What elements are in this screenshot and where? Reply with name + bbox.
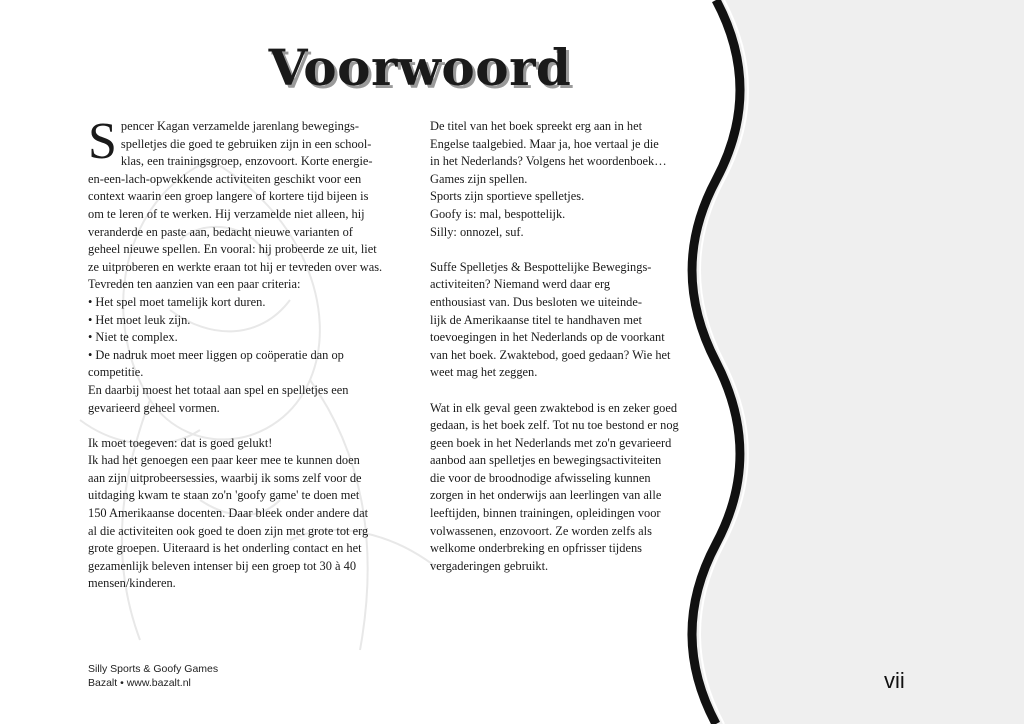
footer-publisher: Bazalt • www.bazalt.nl — [88, 677, 191, 689]
title-paragraph: De titel van het boek spreekt erg aan in het Engelse taalgebied. Maar ja, hoe vertaal je die in het Nederlands? Volgens het woordenboek… Games zijn spellen. Sports zijn sportieve spelletjes. Goofy is: mal, bespottelijk. Silly: onnozel, suf. — [430, 119, 667, 239]
criteria-item: • Niet te complex. — [88, 330, 178, 345]
book-paragraph: Wat in elk geval geen zwaktebod is en zeker goed gedaan, is het boek zelf. Tot nu toe bestond er nog geen boek in het Nederlands met zo'n gevarieerd aanbod aan spelletjes en bewegingsactiviteiten die voor de broodnodige afwisseling kunnen zorgen in het onderwijs aan leerlingen van alle leeftijden, binnen trainingen, opleidingen voor volwassenen, enzovoort. Ze worden zelfs als welkome onderbreking en opfrisser tijdens vergaderingen gebruikt. — [430, 400, 679, 573]
criteria-item: • Het moet leuk zijn. — [88, 312, 191, 327]
translation-paragraph: Suffe Spelletjes & Bespottelijke Bewegings- activiteiten? Niemand werd daar erg enthousiast van. Dus besloten we uiteinde- lijk de Amerikaanse titel te handhaven met toevoegingen in het Nederlands op de voorkant van het boek. Zwaktebod, goed gedaan? Wie het weet mag het zeggen. — [430, 259, 671, 380]
page-number: vii — [884, 668, 905, 693]
footer-book-title: Silly Sports & Goofy Games — [88, 663, 219, 675]
right-column — [430, 118, 710, 575]
left-column — [88, 113, 418, 593]
page-title: Voorwoord — [268, 38, 572, 97]
criteria-item: • Het spel moet tamelijk kort duren. — [88, 294, 266, 309]
closing-sentence: En daarbij moest het totaal aan spel en spelletjes een gevarieerd geheel vormen. — [88, 382, 349, 415]
drop-cap: S — [88, 113, 117, 170]
intro-paragraph — [88, 113, 418, 294]
intro-text: pencer Kagan verzamelde jarenlang bewegings- spelletjes die goed te gebruiken zijn in een school- klas, een trainingsgroep, enzovoort. Korte energie- en-een-lach-opwekkende activiteiten geschikt voor een context waarin een groep langere of kortere tijd bijeen is om te leren of te werken. Hij verzamelde niet alleen, hij veranderde en paste aan, bedacht nieuwe varianten of geheel nieuwe spellen. En vooral: hij probeerde ze uit, liet ze uitproberen en werkte eraan tot hij er tevreden over was. Tevreden ten aanzien van een paar criteria: — [88, 119, 383, 292]
criteria-item: • De nadruk moet meer liggen op coöperatie dan op competitie. — [88, 347, 344, 380]
footer — [88, 662, 218, 690]
second-paragraph: Ik moet toegeven: dat is goed gelukt! Ik had het genoegen een paar keer mee te kunnen doen aan zijn uitprobeersessies, waarbij ik soms zelf voor de uitdaging kwam te staan zo'n 'goofy game' te doen met 150 Amerikaanse docenten. Daar bleek onder andere dat al die activiteiten ook goed te doen zijn met grote tot erg grote groepen. Uiteraard is het onderling contact en het gezamenlijk beleven intenser bij een groep tot 30 à 40 mensen/kinderen. — [88, 435, 369, 591]
